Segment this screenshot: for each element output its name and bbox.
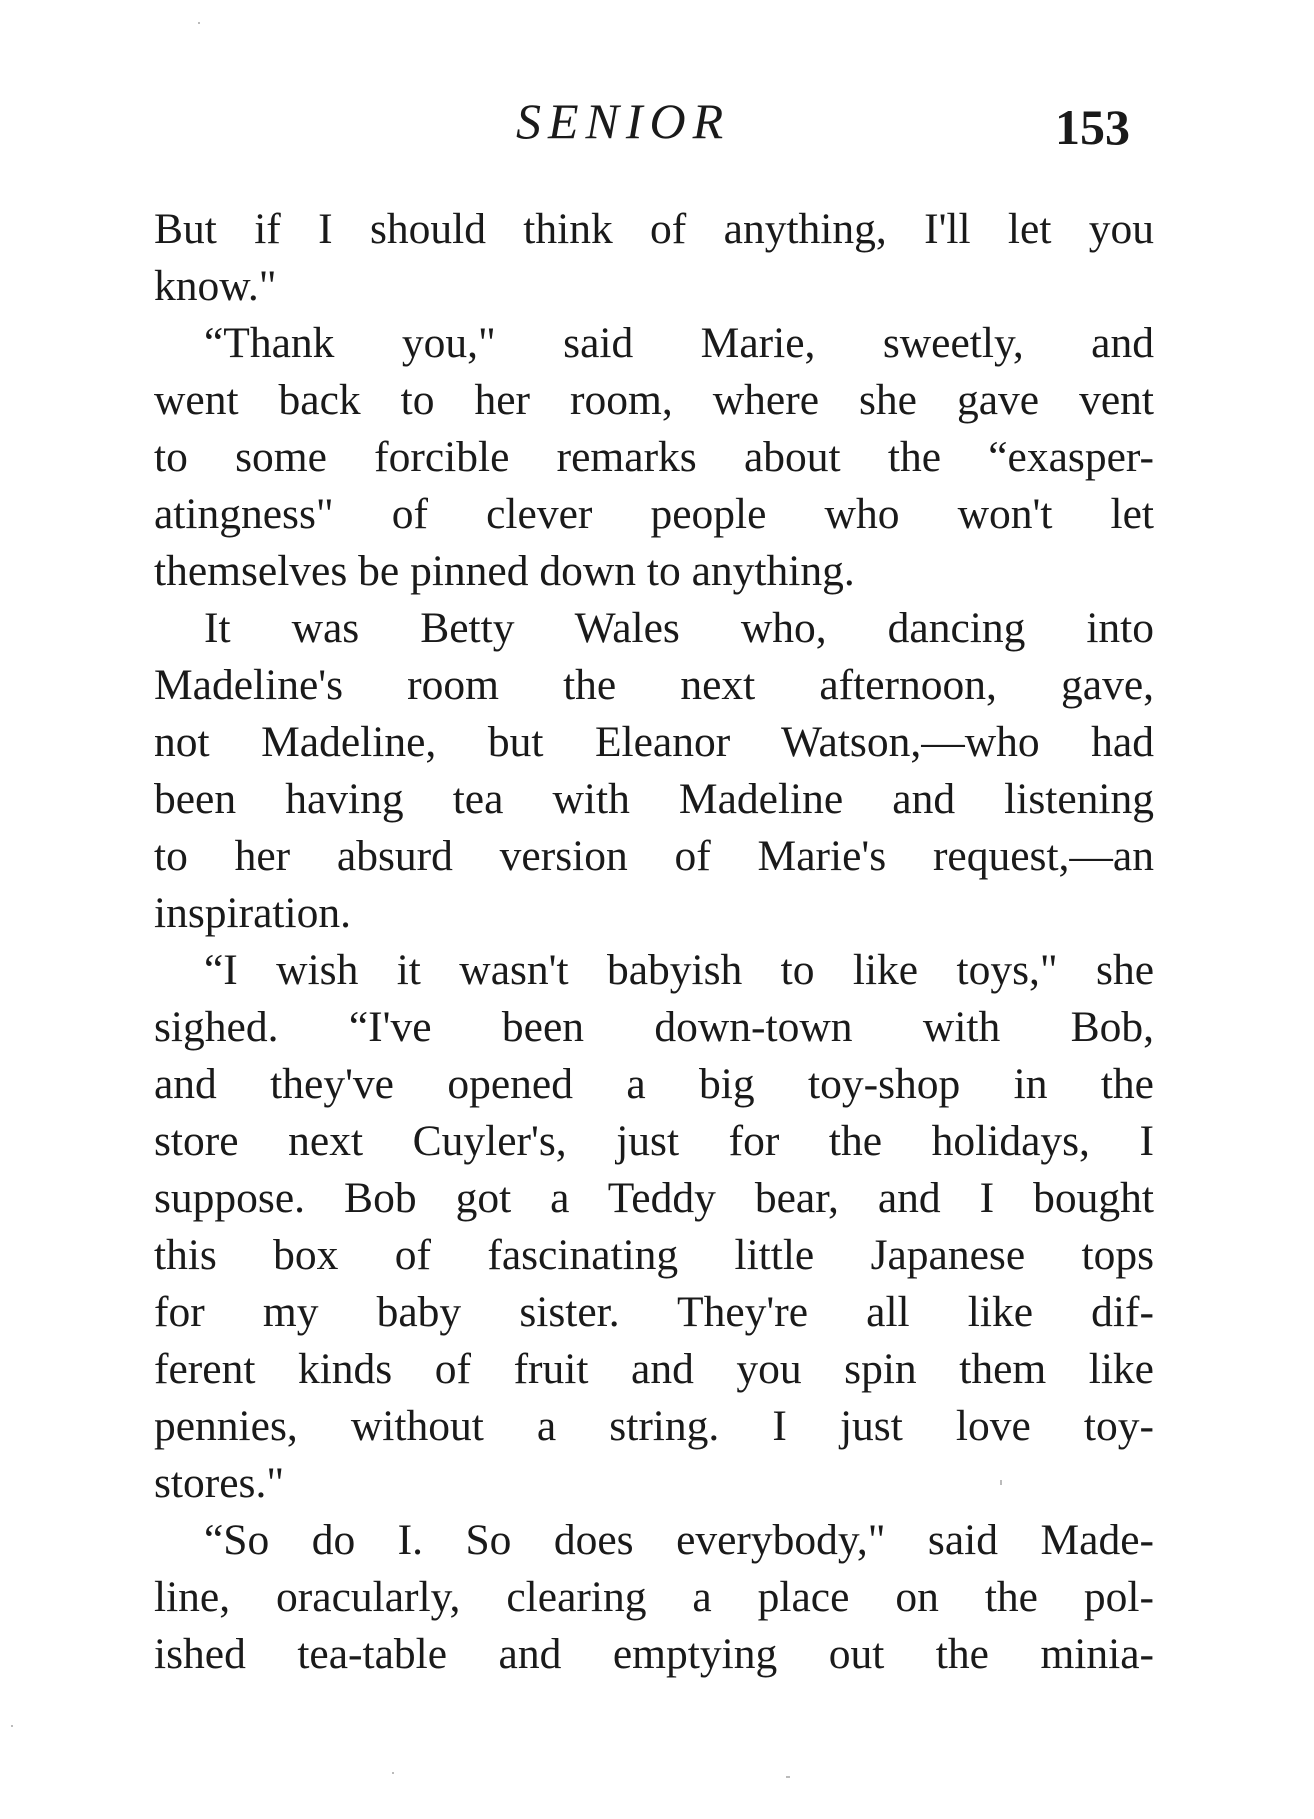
scan-speck [11, 1725, 13, 1727]
text-line: to her absurd version of Marie's request,—an [154, 832, 1154, 880]
text-line: pennies, without a string. I just love toy- [154, 1402, 1154, 1450]
text-line: But if I should think of anything, I'll let you [154, 205, 1154, 253]
text-line: atingness" of clever people who won't let [154, 490, 1154, 538]
text-line: for my baby sister. They're all like dif- [154, 1288, 1154, 1336]
text-line: “So do I. So does everybody," said Made- [204, 1516, 1154, 1564]
text-line: went back to her room, where she gave vent [154, 376, 1154, 424]
text-line: this box of fascinating little Japanese tops [154, 1231, 1154, 1279]
text-line: not Madeline, but Eleanor Watson,—who had [154, 718, 1154, 766]
text-line: themselves be pinned down to anything. [154, 547, 855, 595]
text-line: suppose. Bob got a Teddy bear, and I bought [154, 1174, 1154, 1222]
text-line: to some forcible remarks about the “exasper- [154, 433, 1154, 481]
text-line: “I wish it wasn't babyish to like toys," she [204, 946, 1154, 994]
text-line: sighed. “I've been down-town with Bob, [154, 1003, 1154, 1051]
text-line: ferent kinds of fruit and you spin them like [154, 1345, 1154, 1393]
text-line: store next Cuyler's, just for the holidays, I [154, 1117, 1154, 1165]
text-line: It was Betty Wales who, dancing into [204, 604, 1154, 652]
text-line: stores." [154, 1459, 285, 1507]
text-line: inspiration. [154, 889, 351, 937]
text-line: and they've opened a big toy-shop in the [154, 1060, 1154, 1108]
text-line: ished tea-table and emptying out the minia- [154, 1630, 1154, 1678]
text-line: know." [154, 262, 277, 310]
page-number: 153 [1055, 99, 1130, 155]
scan-speck [392, 1772, 394, 1774]
scan-speck [786, 1776, 790, 1778]
scan-speck [198, 22, 200, 24]
text-line: “Thank you," said Marie, sweetly, and [204, 319, 1154, 367]
body-text [154, 201, 1154, 1683]
running-head [0, 92, 1314, 162]
text-line: been having tea with Madeline and listening [154, 775, 1154, 823]
text-line: line, oracularly, clearing a place on the pol- [154, 1573, 1154, 1621]
text-line: Madeline's room the next afternoon, gave, [154, 661, 1154, 709]
running-title: SENIOR [516, 93, 731, 149]
scan-speck [1000, 1480, 1002, 1485]
